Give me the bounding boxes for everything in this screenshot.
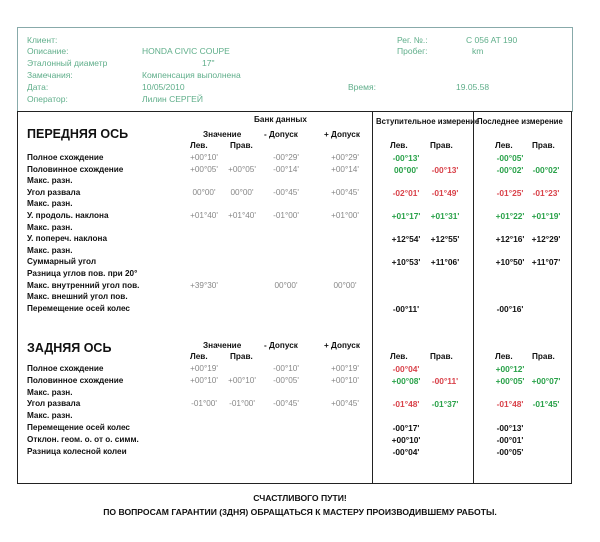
last-left: -01°48' [496, 399, 524, 410]
last-right: +00°07' [531, 375, 561, 386]
row-label: Полное схождение [27, 153, 104, 162]
front-axle-title: ПЕРЕДНЯЯ ОСЬ [27, 127, 129, 141]
initial-right: -00°13' [431, 164, 459, 175]
plus-tolerance: +00°10' [331, 375, 359, 385]
reg-label: Рег. №.: [397, 35, 428, 45]
value-header: Значение [203, 130, 242, 139]
mileage-unit: km [472, 46, 484, 56]
last-right-header: Прав. [532, 141, 555, 150]
initial-right-header: Прав. [430, 141, 453, 150]
last-right: -00°02' [532, 164, 560, 175]
last-left: -00°05' [496, 446, 524, 457]
minus-tolerance: -00°05' [273, 375, 299, 385]
databank-value-left: +00°19' [190, 364, 218, 373]
row-label: Макс. внутренний угол пов. [27, 280, 140, 290]
last-left: -00°05' [496, 153, 524, 163]
last-measurement-header: Последнее измерение [477, 117, 563, 126]
row-label: Макс. разн. [27, 245, 73, 255]
last-left: +00°12' [495, 364, 525, 374]
minus-tolerance-header: - Допуск [264, 130, 298, 139]
rear-right-header: Прав. [230, 352, 253, 361]
time-value: 19.05.58 [456, 82, 490, 92]
time-label: Время: [348, 82, 376, 92]
rear-value-header: Значение [203, 341, 242, 350]
client-label: Клиент: [27, 35, 58, 45]
mileage-label: Пробег: [397, 46, 428, 56]
plus-tolerance: +00°29' [331, 153, 359, 162]
row-label: Разница колесной колеи [27, 446, 127, 456]
plus-tolerance: +00°14' [331, 164, 359, 174]
rear-initial-right-header: Прав. [430, 352, 453, 361]
databank-value-right: +00°10' [228, 375, 256, 385]
databank-value-right: 00°00' [230, 187, 254, 197]
last-left-header: Лев. [495, 141, 513, 150]
last-left: -01°25' [496, 187, 524, 198]
operator-value: Лилин СЕРГЕЙ [142, 94, 203, 104]
rear-last-left-header: Лев. [495, 352, 513, 361]
initial-left: -00°17' [392, 423, 420, 433]
row-label: Макс. разн. [27, 411, 73, 421]
databank-value-right: +00°05' [228, 164, 256, 174]
initial-right: +12°55' [430, 234, 460, 245]
diameter-label: Эталонный диаметр [27, 58, 108, 68]
row-label: Перемещение осей колес [27, 423, 130, 432]
last-left: -00°16' [496, 303, 524, 314]
minus-tolerance: -01°00' [273, 211, 299, 220]
initial-left: +00°10' [391, 434, 421, 445]
reg-value: C 056 AT 190 [466, 35, 518, 45]
databank-header: Банк данных [254, 115, 307, 124]
initial-left: -00°11' [392, 303, 420, 314]
databank-value-left: +00°05' [190, 164, 218, 174]
databank-value-left: -01°00' [191, 399, 217, 409]
rear-last-right-header: Прав. [532, 352, 555, 361]
remarks-label: Замечания: [27, 70, 73, 80]
row-label: Суммарный угол [27, 257, 97, 267]
databank-value-left: +39°30' [190, 280, 218, 290]
initial-right: +11°06' [430, 257, 460, 268]
rear-plus-tolerance-header: + Допуск [324, 341, 360, 350]
operator-label: Оператор: [27, 94, 68, 104]
plus-tolerance: +00°45' [331, 399, 359, 409]
rear-axle-title: ЗАДНЯЯ ОСЬ [27, 341, 112, 355]
initial-left: -01°48' [392, 399, 420, 410]
last-right: -01°45' [532, 399, 560, 410]
last-left: +10°50' [495, 257, 525, 268]
plus-tolerance-header: + Допуск [324, 130, 360, 139]
row-label: Макс. разн. [27, 199, 73, 209]
initial-right: -01°49' [431, 187, 459, 198]
table-bottom-border [17, 483, 572, 484]
plus-tolerance: +00°45' [331, 187, 359, 197]
last-left: -00°02' [496, 164, 524, 175]
table-left-border [17, 111, 18, 484]
minus-tolerance: -00°10' [273, 364, 299, 373]
footer-greeting: СЧАСТЛИВОГО ПУТИ! [253, 493, 347, 503]
last-left: -00°01' [496, 434, 524, 445]
initial-right: -00°11' [431, 375, 459, 386]
date-label: Дата: [27, 82, 49, 92]
row-label: Полное схождение [27, 364, 104, 373]
minus-tolerance: 00°00' [274, 280, 298, 290]
minus-tolerance: -00°14' [273, 164, 299, 174]
remarks-value: Компенсация выполнена [142, 70, 241, 80]
last-left: +01°22' [495, 211, 525, 221]
table-top-border [17, 111, 572, 112]
row-label: Половинное схождение [27, 164, 124, 174]
divider-measurements [473, 111, 474, 484]
databank-value-right: +01°40' [228, 211, 256, 220]
databank-value-right: -01°00' [229, 399, 255, 409]
description-value: HONDA CIVIC COUPE [142, 46, 230, 56]
databank-value-left: +00°10' [190, 153, 218, 162]
row-label: Отклон. геом. о. от о. симм. [27, 434, 139, 444]
right-header: Прав. [230, 141, 253, 150]
diameter-value: 17" [202, 58, 215, 68]
initial-left: +01°17' [391, 211, 421, 221]
initial-right: +01°31' [430, 211, 460, 221]
plus-tolerance: +01°00' [331, 211, 359, 220]
databank-value-left: +01°40' [190, 211, 218, 220]
last-right: +01°19' [531, 211, 561, 221]
initial-right: -01°37' [431, 399, 459, 410]
initial-left: +00°08' [391, 375, 421, 386]
row-label: Макс. разн. [27, 387, 73, 397]
last-left: +12°16' [495, 234, 525, 245]
rear-initial-left-header: Лев. [390, 352, 408, 361]
last-right: -01°23' [532, 187, 560, 198]
row-label: Перемещение осей колес [27, 303, 130, 313]
description-label: Описание: [27, 46, 69, 56]
last-right: +11°07' [531, 257, 561, 268]
databank-value-left: 00°00' [192, 187, 216, 197]
initial-left: -02°01' [392, 187, 420, 198]
initial-left: -00°04' [392, 446, 420, 457]
last-left: -00°13' [496, 423, 524, 433]
initial-measurement-header: Вступительное измерение [376, 117, 480, 126]
last-right: +12°29' [531, 234, 561, 245]
plus-tolerance: +00°19' [331, 364, 359, 373]
initial-left: -00°13' [392, 153, 420, 163]
rear-minus-tolerance-header: - Допуск [264, 341, 298, 350]
row-label: Макс. внешний угол пов. [27, 292, 128, 302]
row-label: Угол развала [27, 187, 81, 197]
left-header: Лев. [190, 141, 208, 150]
row-label: Половинное схождение [27, 375, 124, 385]
rear-left-header: Лев. [190, 352, 208, 361]
date-value: 10/05/2010 [142, 82, 185, 92]
initial-left-header: Лев. [390, 141, 408, 150]
row-label: Макс. разн. [27, 222, 73, 232]
last-left: +00°05' [495, 375, 525, 386]
footer-warranty: ПО ВОПРОСАМ ГАРАНТИИ (3ДНЯ) ОБРАЩАТЬСЯ К МАСТЕРУ ПРОИЗВОДИВШЕМУ РАБОТЫ. [103, 507, 497, 517]
row-label: У. продоль. наклона [27, 211, 109, 220]
row-label: У. попереч. наклона [27, 234, 108, 244]
minus-tolerance: -00°45' [273, 187, 299, 197]
initial-left: -00°04' [392, 364, 420, 374]
row-label: Макс. разн. [27, 176, 73, 186]
initial-left: +12°54' [391, 234, 421, 245]
minus-tolerance: -00°29' [273, 153, 299, 162]
databank-value-left: +00°10' [190, 375, 218, 385]
row-label: Разница углов пов. при 20° [27, 269, 138, 278]
initial-left: 00°00' [394, 164, 418, 175]
row-label: Угол развала [27, 399, 81, 409]
minus-tolerance: -00°45' [273, 399, 299, 409]
initial-left: +10°53' [391, 257, 421, 268]
plus-tolerance: 00°00' [333, 280, 357, 290]
